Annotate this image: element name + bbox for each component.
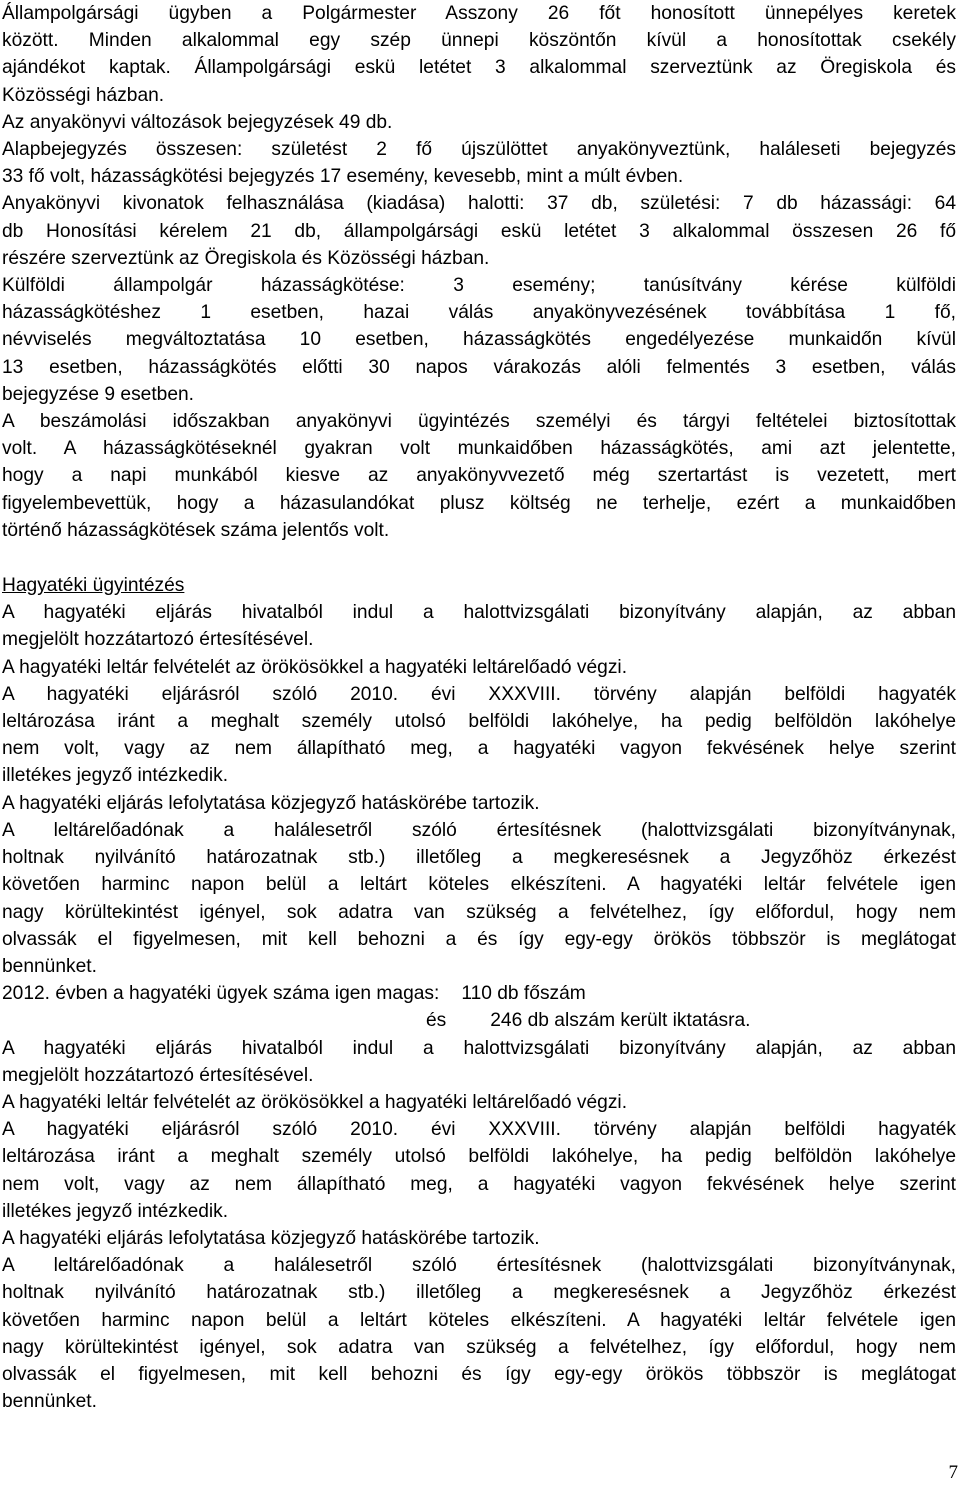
text-line: 33 fő volt, házasságkötési bejegyzés 17 esemény, kevesebb, mint a múlt évben. (2, 166, 684, 188)
text-line: A hagyatéki leltár felvételét az örökösökkel a hagyatéki leltárelőadó végzi. (2, 656, 628, 678)
stats-line-sub (2, 1007, 956, 1034)
text-line: db Honosítási kérelem 21 db, állampolgársági eskü letétet 3 alkalommal összesen 26 fő (2, 220, 956, 242)
paragraph-probate-start (2, 599, 956, 653)
paragraph-probate-law (2, 681, 956, 790)
text-line: névviselés megváltoztatása 10 esetben, házasságkötés engedélyezése munkaidőn kívül (2, 329, 956, 351)
text-line: A hagyatéki eljárás hivatalból indul a halottvizsgálati bizonyítvány alapján, az abban (2, 1037, 956, 1059)
text-line: holtnak nyilvánító határozatnak stb.) illetőleg a megkeresésnek a Jegyzőhöz érkezést (2, 1282, 956, 1304)
text-line: nem volt, vagy az nem állapítható meg, a hagyatéki vagyon fekvésének helye szerint (2, 738, 956, 760)
paragraph-probate-law-repeat (2, 1116, 956, 1225)
text-line: között. Minden alkalommal egy szép ünnepi köszöntőn kívül a honosítottak csekély (2, 30, 956, 52)
paragraph-probate-inventory-repeat (2, 1089, 956, 1116)
paragraph-extracts (2, 190, 956, 272)
section-title-probate: Hagyatéki ügyintézés (2, 575, 185, 597)
text-line: A beszámolási időszakban anyakönyvi ügyintézés személyi és tárgyi feltételei biztosítottak (2, 411, 956, 433)
text-line: megjelölt hozzátartozó értesítésével. (2, 629, 314, 651)
text-line: olvassák el figyelmesen, mit kell behozni a és így egy-egy örökös többször is meglátogat (2, 928, 956, 950)
paragraph-probate-stats (2, 980, 956, 1034)
paragraph-probate-officer-repeat (2, 1252, 956, 1415)
text-line: követően harminc napon belül a leltárt köteles elkészíteni. A hagyatéki leltár felvétele igen (2, 874, 956, 896)
stats-main-count: 110 db főszám (461, 983, 586, 1005)
text-line: figyelembevettük, hogy a házasulandókat plusz költség ne terhelje, ezért a munkaidőben (2, 492, 956, 514)
text-line: Az anyakönyvi változások bejegyzések 49 db. (2, 111, 393, 133)
text-line: illetékes jegyző intézkedik. (2, 1200, 229, 1222)
text-line: követően harminc napon belül a leltárt köteles elkészíteni. A hagyatéki leltár felvétele igen (2, 1309, 956, 1331)
document-page (2, 0, 956, 1415)
text-line: leltározása iránt a meghalt személy utolsó belföldi lakóhelye, ha pedig belföldön lakóhelye (2, 1146, 956, 1168)
text-line: 13 esetben, házasságkötés előtti 30 napos várakozás alóli felmentés 3 esetben, válás (2, 356, 956, 378)
stats-sub-count: 246 db alszám került iktatásra. (490, 1010, 751, 1032)
text-line: bejegyzése 9 esetben. (2, 383, 195, 405)
text-line: A hagyatéki eljárás lefolytatása közjegyző hatáskörébe tartozik. (2, 792, 540, 814)
text-line: nagy körültekintést igényel, sok adatra van szükség a felvételhez, így előfordul, hogy nem (2, 901, 956, 923)
paragraph-foreign-marriage (2, 272, 956, 408)
stats-conjunction: és (426, 1010, 447, 1032)
paragraph-probate-start-repeat (2, 1035, 956, 1089)
paragraph-reporting-period (2, 408, 956, 544)
text-line: A hagyatéki eljárásról szóló 2010. évi XXXVIII. törvény alapján belföldi hagyaték (2, 683, 956, 705)
text-line: olvassák el figyelmesen, mit kell behozni és így egy-egy örökös többször is meglátogat (2, 1363, 956, 1385)
text-line: ajándékot kaptak. Állampolgársági eskü letétet 3 alkalommal szerveztünk az Öregiskola és (2, 57, 956, 79)
text-line: hogy a napi munkából kiesve az anyakönyvvezető még szertartást is vezetett, mert (2, 465, 956, 487)
text-line: illetékes jegyző intézkedik. (2, 765, 229, 787)
text-line: A hagyatéki eljárás hivatalból indul a halottvizsgálati bizonyítvány alapján, az abban (2, 602, 956, 624)
paragraph-registry-changes (2, 109, 956, 136)
stats-prefix: 2012. évben a hagyatéki ügyek száma igen magas: (2, 983, 440, 1005)
paragraph-probate-officer (2, 817, 956, 980)
text-line: megjelölt hozzátartozó értesítésével. (2, 1064, 314, 1086)
paragraph-citizenship (2, 0, 956, 109)
text-line: Anyakönyvi kivonatok felhasználása (kiadása) halotti: 37 db, születési: 7 db házassági: 64 (2, 193, 956, 215)
text-line: A hagyatéki leltár felvételét az örökösökkel a hagyatéki leltárelőadó végzi. (2, 1091, 628, 1113)
text-line: bennünket. (2, 1391, 97, 1413)
text-line: A hagyatéki eljárás lefolytatása közjegyző hatáskörébe tartozik. (2, 1227, 540, 1249)
text-line: volt. A házasságkötéseknél gyakran volt munkaidőben házasságkötés, ami azt jelentette, (2, 438, 956, 460)
page-number: 7 (948, 1462, 958, 1483)
text-line: leltározása iránt a meghalt személy utolsó belföldi lakóhelye, ha pedig belföldön lakóhelye (2, 711, 956, 733)
paragraph-probate-inventory (2, 654, 956, 681)
text-line: A hagyatéki eljárásról szóló 2010. évi XXXVIII. törvény alapján belföldi hagyaték (2, 1119, 956, 1141)
paragraph-probate-notary-repeat (2, 1225, 956, 1252)
text-line: A leltárelőadónak a halálesetről szóló értesítésnek (halottvizsgálati bizonyítványnak, (2, 1255, 956, 1277)
text-line: nem volt, vagy az nem állapítható meg, a hagyatéki vagyon fekvésének helye szerint (2, 1173, 956, 1195)
text-line: holtnak nyilvánító határozatnak stb.) illetőleg a megkeresésnek a Jegyzőhöz érkezést (2, 847, 956, 869)
stats-line-main (2, 980, 956, 1007)
text-line: házasságkötéshez 1 esetben, hazai válás anyakönyvezésének továbbítása 1 fő, (2, 302, 956, 324)
paragraph-base-entries (2, 136, 956, 190)
text-line: nagy körültekintést igényel, sok adatra van szükség a felvételhez, így előfordul, hogy nem (2, 1336, 956, 1358)
text-line: Állampolgársági ügyben a Polgármester Asszony 26 főt honosított ünnepélyes keretek (2, 3, 956, 24)
text-line: Külföldi állampolgár házasságkötése: 3 esemény; tanúsítvány kérése külföldi (2, 275, 956, 297)
text-line: részére szerveztünk az Öregiskola és Közösségi házban. (2, 247, 490, 269)
text-line: Alapbejegyzés összesen: születést 2 fő újszülöttet anyakönyveztünk, haláleseti bejegyzés (2, 139, 956, 161)
text-line: A leltárelőadónak a halálesetről szóló értesítésnek (halottvizsgálati bizonyítványnak, (2, 819, 956, 841)
text-line: bennünket. (2, 955, 97, 977)
paragraph-probate-notary (2, 790, 956, 817)
text-line: Közösségi házban. (2, 84, 165, 106)
text-line: történő házasságkötések száma jelentős volt. (2, 519, 390, 541)
